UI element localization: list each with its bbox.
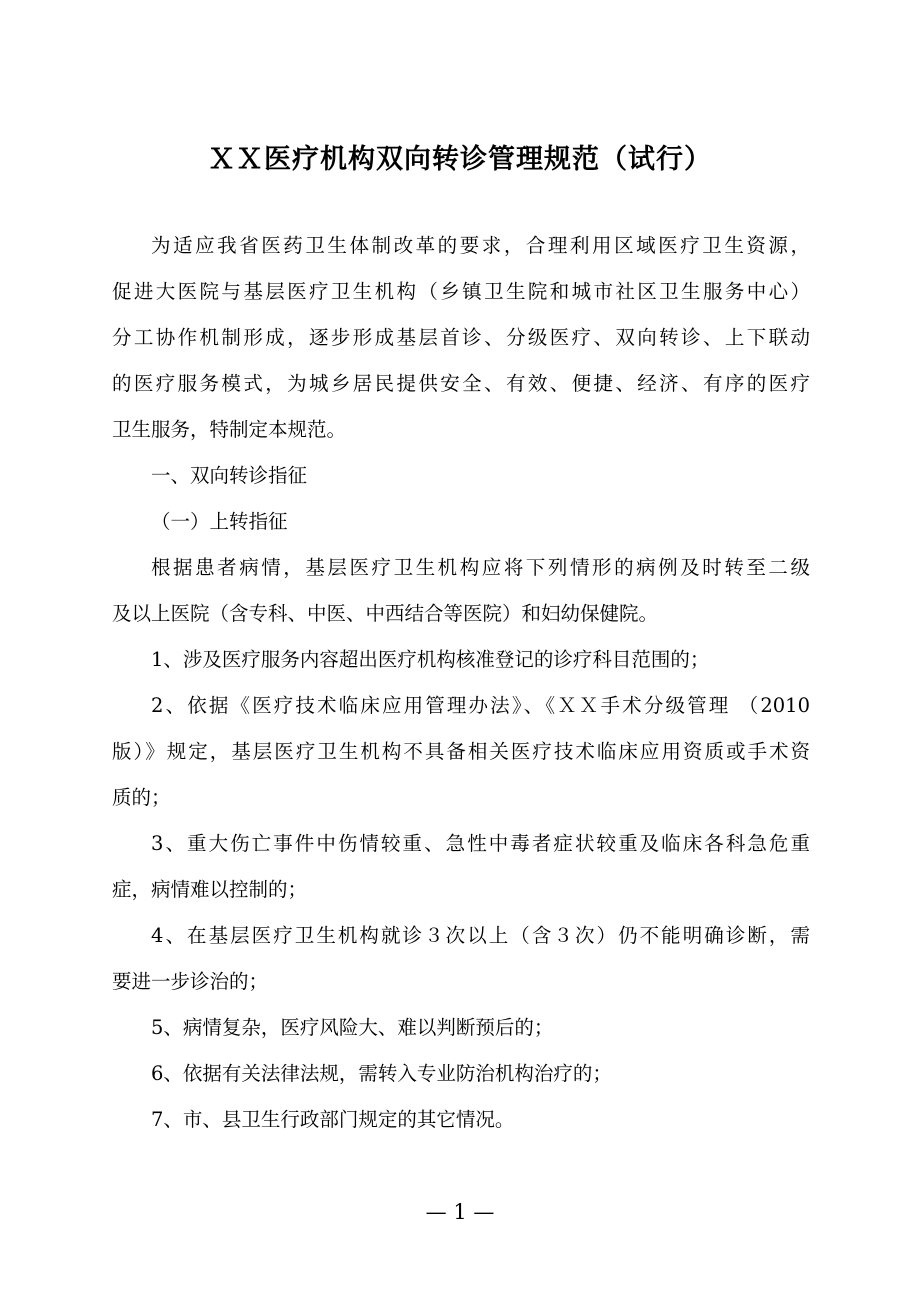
criteria-item-3-line-2: 症，病情难以控制的； (112, 878, 308, 901)
criteria-item-2-line-3: 质的； (112, 786, 171, 809)
criteria-item-2-line-1: 2、依据《医疗技术临床应用管理办法》、《ＸＸ手术分级管理 （2010 (151, 694, 810, 717)
intro-line-5: 卫生服务，特制定本规范。 (112, 418, 347, 441)
document-title: ＸＸ医疗机构双向转诊管理规范（试行） (208, 144, 712, 175)
intro-line-3: 分工协作机制形成，逐步形成基层首诊、分级医疗、双向转诊、上下联动 (112, 326, 810, 349)
subsection-heading: （一）上转指征 (151, 510, 288, 533)
intro-line-4: 的医疗服务模式，为城乡居民提供安全、有效、便捷、经济、有序的医疗 (112, 372, 810, 395)
criteria-item-2-line-2: 版）》规定，基层医疗卫生机构不具备相关医疗技术临床应用资质或手术资 (112, 740, 810, 763)
criteria-item-4-line-1: 4、在基层医疗卫生机构就诊３次以上（含３次）仍不能明确诊断，需 (151, 924, 810, 947)
intro-line-1: 为适应我省医药卫生体制改革的要求，合理利用区域医疗卫生资源， (151, 234, 810, 257)
criteria-item-7: 7、市、县卫生行政部门规定的其它情况。 (151, 1108, 515, 1131)
criteria-intro-line-2: 及以上医院（含专科、中医、中西结合等医院）和妇幼保健院。 (112, 602, 659, 625)
criteria-intro-line-1: 根据患者病情，基层医疗卫生机构应将下列情形的病例及时转至二级 (151, 556, 810, 579)
intro-line-2: 促进大医院与基层医疗卫生机构（乡镇卫生院和城市社区卫生服务中心） (112, 280, 810, 303)
criteria-item-6: 6、依据有关法律法规，需转入专业防治机构治疗的； (151, 1062, 612, 1085)
criteria-item-1: 1、涉及医疗服务内容超出医疗机构核准登记的诊疗科目范围的； (151, 648, 710, 671)
criteria-item-5: 5、病情复杂，医疗风险大、难以判断预后的； (151, 1016, 554, 1039)
criteria-item-3-line-1: 3、重大伤亡事件中伤情较重、急性中毒者症状较重及临床各科急危重 (151, 832, 810, 855)
section-heading: 一、双向转诊指征 (151, 464, 308, 487)
criteria-item-4-line-2: 要进一步诊治的； (112, 970, 269, 993)
page-number: — 1 — (425, 1200, 495, 1224)
